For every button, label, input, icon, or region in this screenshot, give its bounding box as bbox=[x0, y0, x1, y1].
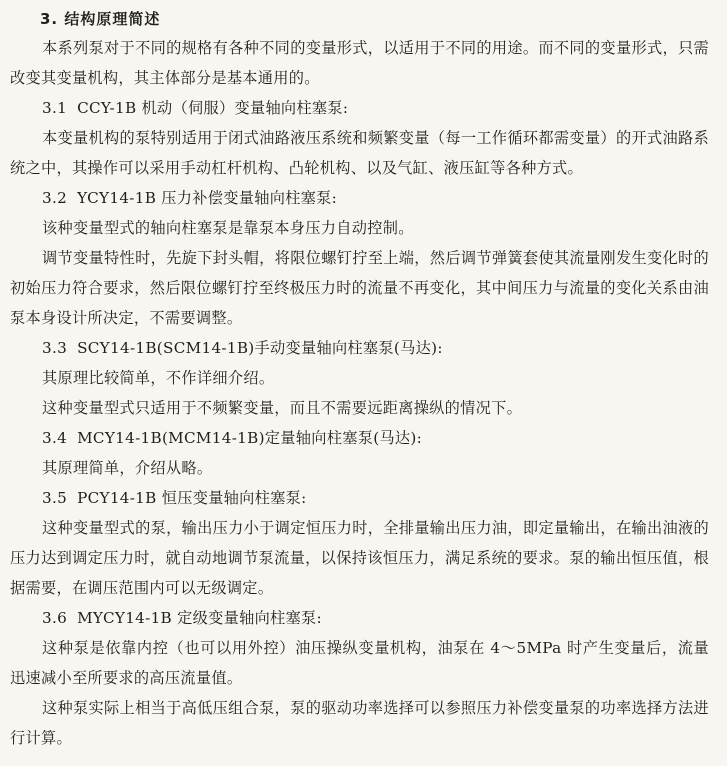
subsection-number: 3.4 bbox=[42, 429, 68, 447]
subsection-number: 3.5 bbox=[42, 489, 68, 507]
paragraph: 本变量机构的泵特别适用于闭式油路液压系统和频繁变量（每一工作循环都需变量）的开式油路系统之中，其操作可以采用手动杠杆机构、凸轮机构、以及气缸、液压缸等各种方式。 bbox=[10, 129, 709, 177]
section-heading: 3. 结构原理简述 bbox=[40, 10, 161, 28]
subsection-title-text: PCY14-1B 恒压变量轴向柱塞泵: bbox=[77, 489, 307, 507]
subsection-number: 3.3 bbox=[42, 339, 68, 357]
subsection-3-4 bbox=[10, 423, 709, 483]
paragraph: 其原理简单，介绍从略。 bbox=[42, 459, 213, 477]
subsection-title bbox=[42, 93, 709, 123]
subsection-3-1 bbox=[10, 93, 709, 183]
subsection-title-text: MYCY14-1B 定级变量轴向柱塞泵: bbox=[77, 609, 322, 627]
subsection-title bbox=[42, 183, 709, 213]
section-intro: 本系列泵对于不同的规格有各种不同的变量形式，以适用于不同的用途。而不同的变量形式，只需改变其变量机构，其主体部分是基本通用的。 bbox=[10, 39, 709, 87]
paragraph: 这种变量型式只适用于不频繁变量，而且不需要远距离操纵的情况下。 bbox=[42, 399, 523, 417]
paragraph: 该种变量型式的轴向柱塞泵是靠泵本身压力自动控制。 bbox=[42, 219, 414, 237]
subsection-title bbox=[42, 603, 709, 633]
subsection-title bbox=[42, 333, 709, 363]
subsection-3-5 bbox=[10, 483, 709, 603]
subsection-number: 3.6 bbox=[42, 609, 68, 627]
subsection-number: 3.1 bbox=[42, 99, 68, 117]
subsection-3-6 bbox=[10, 603, 709, 753]
paragraph: 这种变量型式的泵，输出压力小于调定恒压力时，全排量输出压力油，即定量输出，在输出油液的压力达到调定压力时，就自动地调节泵流量，以保持该恒压力，满足系统的要求。泵的输出恒压值，根据需要，在调压范围内可以无级调定。 bbox=[10, 519, 709, 597]
paragraph: 这种泵实际上相当于高低压组合泵，泵的驱动功率选择可以参照压力补偿变量泵的功率选择方法进行计算。 bbox=[10, 699, 709, 747]
subsection-title-text: SCY14-1B(SCM14-1B)手动变量轴向柱塞泵(马达): bbox=[77, 339, 443, 357]
paragraph: 其原理比较简单，不作详细介绍。 bbox=[42, 369, 275, 387]
subsection-3-3 bbox=[10, 333, 709, 423]
subsection-title-text: CCY-1B 机动（伺服）变量轴向柱塞泵: bbox=[77, 99, 349, 117]
subsection-number: 3.2 bbox=[42, 189, 68, 207]
paragraph: 这种泵是依靠内控（也可以用外控）油压操纵变量机构，油泵在 4～5MPa 时产生变量后，流量迅速减小至所要求的高压流量值。 bbox=[10, 639, 709, 687]
subsection-title-text: MCY14-1B(MCM14-1B)定量轴向柱塞泵(马达): bbox=[77, 429, 423, 447]
subsection-title bbox=[42, 483, 709, 513]
subsection-title-text: YCY14-1B 压力补偿变量轴向柱塞泵: bbox=[77, 189, 338, 207]
subsection-title bbox=[42, 423, 709, 453]
subsection-3-2 bbox=[10, 183, 709, 333]
paragraph: 调节变量特性时，先旋下封头帽，将限位螺钉拧至上端，然后调节弹簧套使其流量刚发生变化时的初始压力符合要求，然后限位螺钉拧至终极压力时的流量不再变化，其中间压力与流量的变化关系由油泵本身设计所决定，不需要调整。 bbox=[10, 249, 709, 327]
